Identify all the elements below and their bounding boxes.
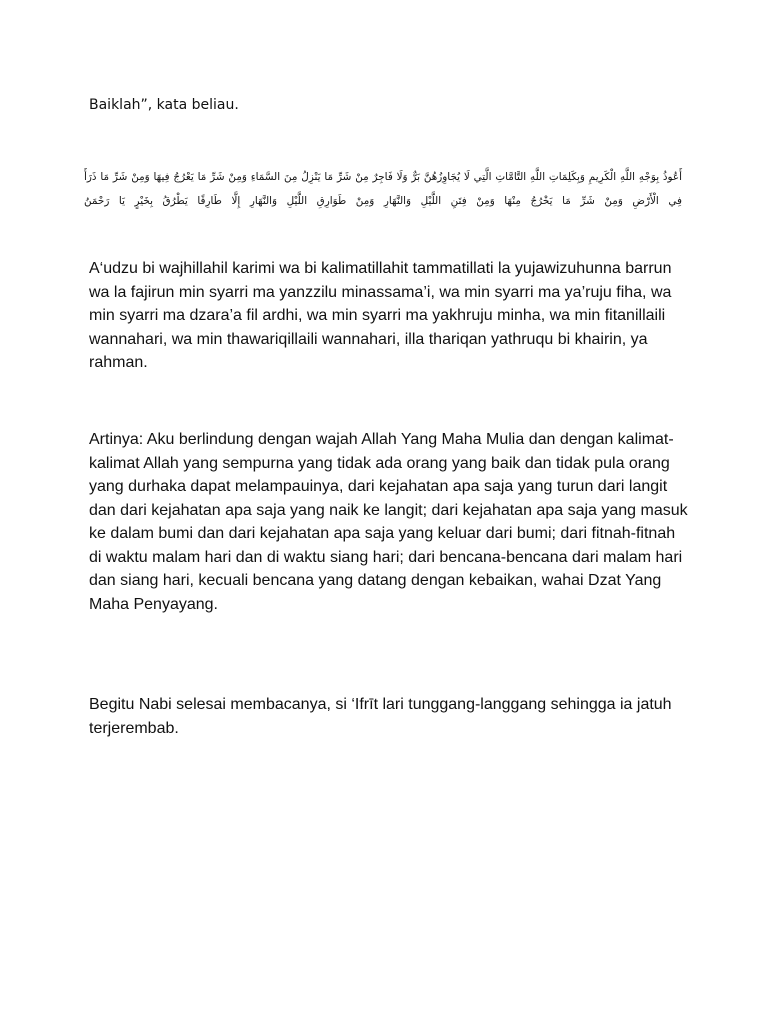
closing-paragraph: Begitu Nabi selesai membacanya, si ‘Ifrīt lari tunggang-langgang sehingga ia jatuh terjerembab. <box>89 696 672 737</box>
arabic-prayer-text: أَعُوذُ بِوَجْهِ اللَّهِ الْكَرِيمِ وَبِكَلِمَاتِ اللَّهِ التَّامَّاتِ الَّتِي لَا يُجَاوِزُهُنَّ بَرٌّ وَلَا فَاجِرٌ مِنْ شَرِّ مَا يَنْزِلُ مِنَ السَّمَاءِ وَمِنْ شَرِّ مَا يَعْرُجُ فِيهَا وَمِنْ شَرِّ مَا ذَرَأَ فِي الْأَرْضِ وَمِنْ شَرِّ مَا يَخْرُجُ مِنْهَا وَمِنْ فِتَنِ اللَّيْلِ وَالنَّهَارِ وَمِنْ طَوَارِقِ اللَّيْلِ وَالنَّهَارِ إِلَّا طَارِقًا يَطْرُقُ بِخَيْرٍ يَا رَحْمَنُ <box>84 171 682 207</box>
translation-paragraph: Artinya: Aku berlindung dengan wajah Allah Yang Maha Mulia dan dengan kalimat-kalimat Allah yang sempurna yang tidak ada orang yang baik dan tidak pula orang yang durhaka dapat melampauinya, dari kejahatan apa saja yang turun dari langit dan dari kejahatan apa saja yang naik ke langit; dari kejahatan apa saja yang masuk ke dalam bumi dan dari kejahatan apa saja yang keluar dari bumi; dari fitnah-fitnah di waktu malam hari dan di waktu siang hari; dari bencana-bencana dari malam hari dan siang hari, kecuali bencana yang datang dengan kebaikan, wahai Dzat Yang Maha Penyayang. <box>89 431 688 613</box>
intro-line: Baiklah”, kata beliau. <box>89 97 239 113</box>
transliteration-paragraph: A‘udzu bi wajhillahil karimi wa bi kalimatillahit tammatillati la yujawizuhunna barrun wa la fajirun min syarri ma yanzzilu minassama’i, wa min syarri ma ya’ruju fiha, wa min syarri ma dzara’a fil ardhi, wa min syarri ma yakhruju minha, wa min fitanillaili wannahari, wa min thawariqillaili wannahari, illa thariqan yathruqu bi khairin, ya rahman. <box>89 260 672 371</box>
